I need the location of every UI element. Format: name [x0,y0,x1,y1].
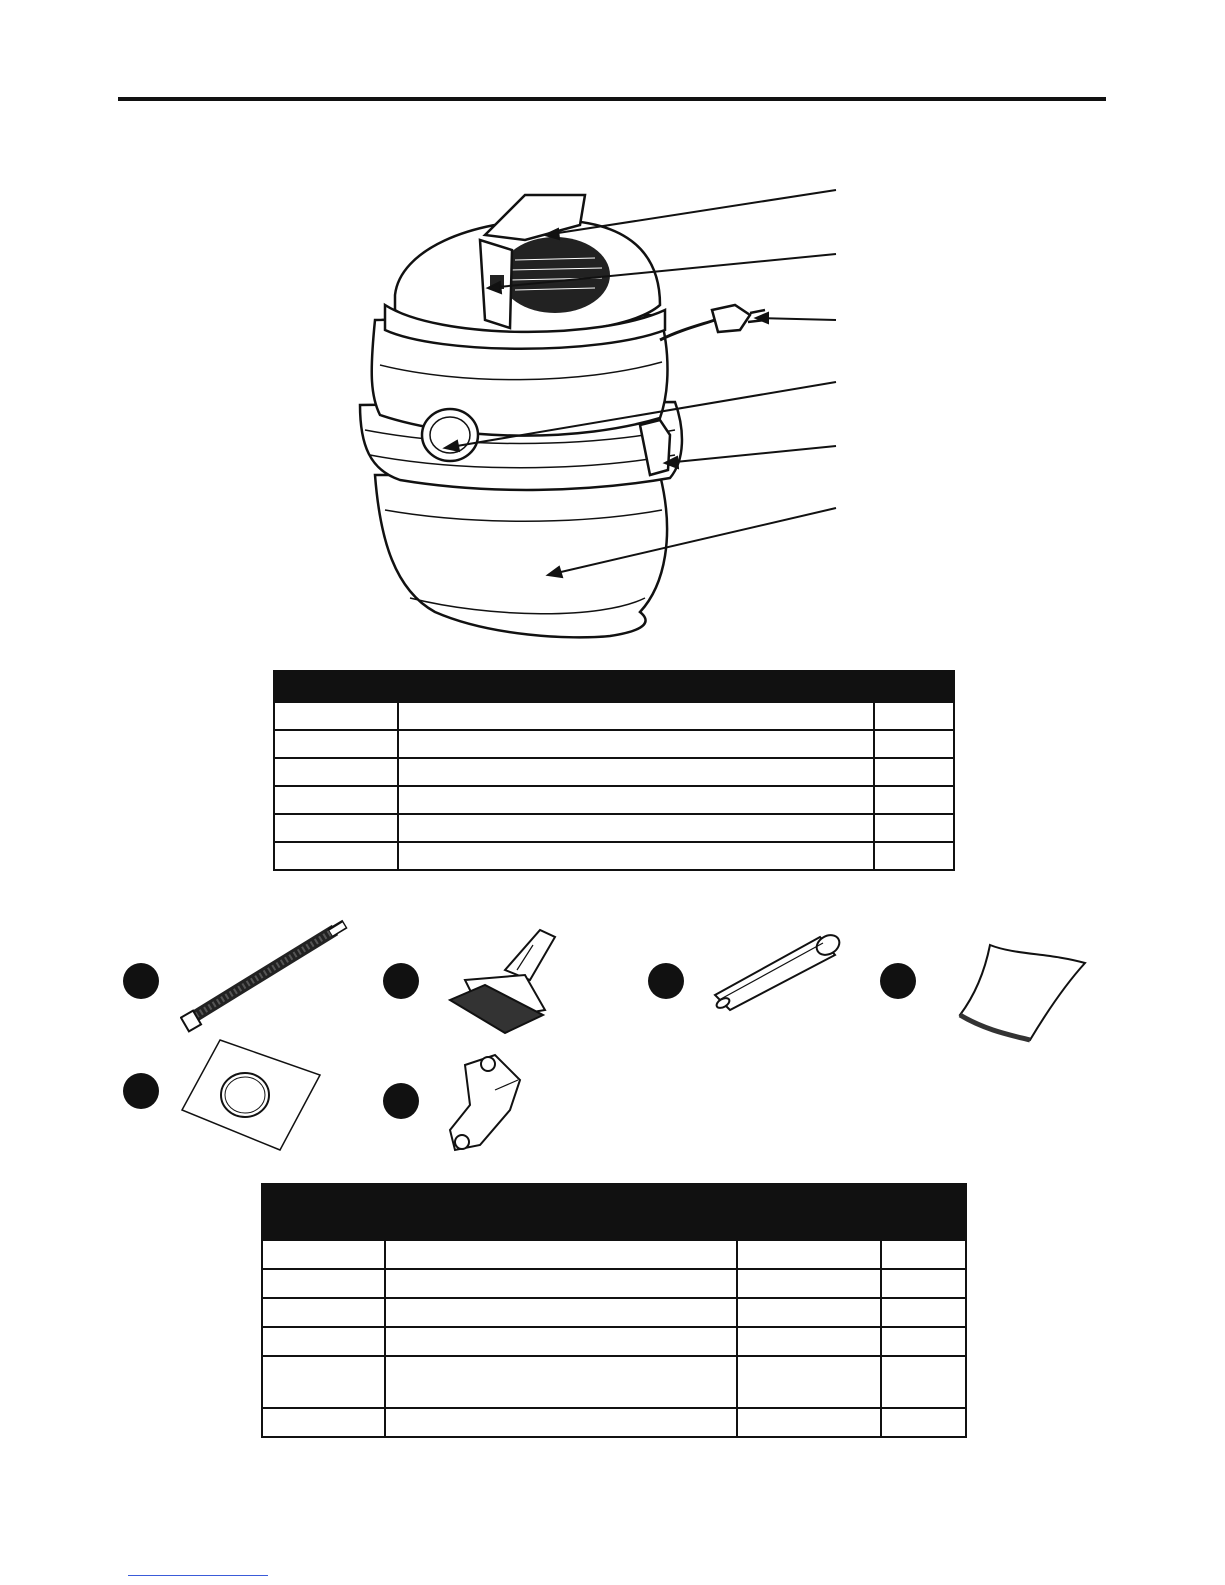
table-cell [881,1408,966,1437]
table-row [262,1408,966,1437]
table-cell [262,1240,385,1269]
table-cell [274,758,398,786]
table-cell [881,1269,966,1298]
table-cell [737,1408,881,1437]
accessories-header-cell [262,1184,385,1240]
table-cell [385,1327,737,1356]
filter-icon [180,1035,325,1155]
table-cell [874,730,954,758]
accessory-badge [383,1083,419,1119]
table-cell [874,786,954,814]
table-cell [398,730,874,758]
table-cell [737,1298,881,1327]
header-rule [118,97,1106,101]
vacuum-icon [340,180,840,640]
table-cell [274,702,398,730]
crevice-icon [705,925,850,1015]
table-row [274,786,954,814]
table-cell [385,1408,737,1437]
accessories-header-cell [385,1184,737,1240]
table-cell [274,842,398,870]
table-cell [262,1408,385,1437]
parts-header-cell [874,671,954,702]
table-cell [874,758,954,786]
table-cell [874,702,954,730]
table-cell [262,1298,385,1327]
table-row [274,730,954,758]
accessory-badge [123,1073,159,1109]
table-cell [881,1356,966,1408]
accessory-badge [648,963,684,999]
table-cell [398,758,874,786]
table-cell [881,1240,966,1269]
parts-table-header [274,671,954,702]
table-row [262,1269,966,1298]
table-cell [398,702,874,730]
table-cell [274,786,398,814]
table-cell [385,1298,737,1327]
table-row [274,758,954,786]
accessories-header-cell [881,1184,966,1240]
table-cell [398,842,874,870]
table-cell [881,1298,966,1327]
table-row [262,1298,966,1327]
table-row [274,842,954,870]
accessory-badge [123,963,159,999]
table-cell [385,1356,737,1408]
parts-table [273,670,955,871]
accessories-table-header [262,1184,966,1240]
table-cell [874,842,954,870]
table-cell [262,1269,385,1298]
table-cell [737,1269,881,1298]
table-cell [398,786,874,814]
table-cell [737,1240,881,1269]
table-cell [274,730,398,758]
holder-icon [440,1050,530,1165]
table-cell [385,1240,737,1269]
table-cell [881,1327,966,1356]
accessories-table [261,1183,967,1438]
link-underline[interactable] [128,1575,268,1576]
parts-header-cell [274,671,398,702]
accessories-header-cell [737,1184,881,1240]
table-cell [262,1327,385,1356]
table-row [262,1356,966,1408]
bag-icon [955,935,1095,1050]
table-cell [385,1269,737,1298]
table-row [262,1327,966,1356]
hose-icon [180,918,355,1038]
table-cell [737,1356,881,1408]
table-cell [262,1356,385,1408]
table-cell [737,1327,881,1356]
table-row [274,814,954,842]
accessory-badge [383,963,419,999]
table-cell [274,814,398,842]
nozzle-icon [445,925,575,1035]
table-cell [398,814,874,842]
accessory-badge [880,963,916,999]
table-cell [874,814,954,842]
table-row [274,702,954,730]
parts-header-cell [398,671,874,702]
table-row [262,1240,966,1269]
